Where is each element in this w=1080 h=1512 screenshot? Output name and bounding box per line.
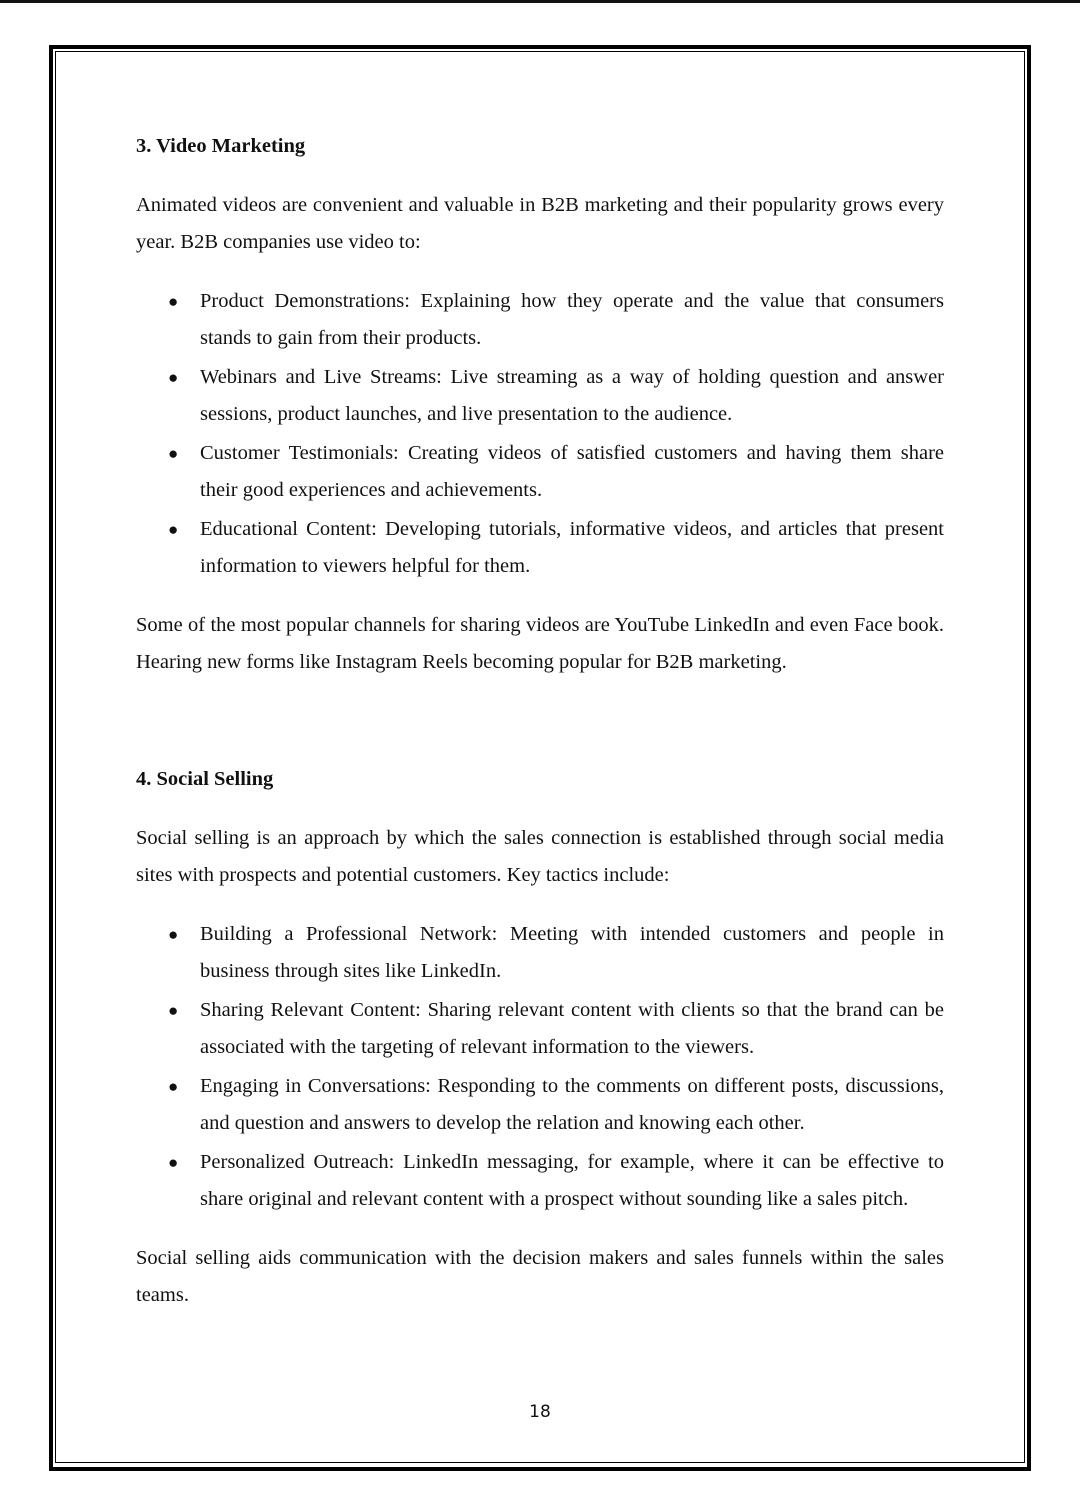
bullet-icon: ● xyxy=(168,292,179,311)
list-item-text: Customer Testimonials: Creating videos of satisfied customers and having them share their good experiences and achievements. xyxy=(200,442,944,501)
section-closing-paragraph: Social selling aids communication with the decision makers and sales funnels within the sales teams. xyxy=(136,1247,944,1306)
top-edge-line xyxy=(0,0,1080,3)
bullet-list-video-uses xyxy=(136,283,944,585)
bullet-icon: ● xyxy=(168,925,179,944)
bullet-icon: ● xyxy=(168,444,179,463)
section-heading-social-selling: 4. Social Selling xyxy=(136,768,274,790)
list-item xyxy=(136,283,944,357)
list-item xyxy=(136,435,944,509)
bullet-icon: ● xyxy=(168,1077,179,1096)
section-heading-video-marketing: 3. Video Marketing xyxy=(136,135,306,157)
page-content xyxy=(136,128,944,1314)
list-item xyxy=(136,1144,944,1218)
list-item xyxy=(136,359,944,433)
section-intro-paragraph: Social selling is an approach by which the sales connection is established through social media sites with prospects and potential customers. Key tactics include: xyxy=(136,827,944,886)
bullet-icon: ● xyxy=(168,1153,179,1172)
section-closing-paragraph: Some of the most popular channels for sharing videos are YouTube LinkedIn and even Face book. Hearing new forms like Instagram Reels becoming popular for B2B marketing. xyxy=(136,614,944,673)
bullet-icon: ● xyxy=(168,1001,179,1020)
bullet-icon: ● xyxy=(168,368,179,387)
bullet-list-social-tactics xyxy=(136,916,944,1218)
list-item-text: Educational Content: Developing tutorials, informative videos, and articles that present information to viewers helpful for them. xyxy=(200,518,944,577)
list-item-text: Sharing Relevant Content: Sharing relevant content with clients so that the brand can be associated with the targeting of relevant information to the viewers. xyxy=(200,999,944,1058)
list-item-text: Personalized Outreach: LinkedIn messaging, for example, where it can be effective to share original and relevant content with a prospect without sounding like a sales pitch. xyxy=(200,1151,944,1210)
bullet-icon: ● xyxy=(168,520,179,539)
list-item-text: Building a Professional Network: Meeting with intended customers and people in business through sites like LinkedIn. xyxy=(200,923,944,982)
list-item xyxy=(136,992,944,1066)
list-item-text: Webinars and Live Streams: Live streaming as a way of holding question and answer sessions, product launches, and live presentation to the audience. xyxy=(200,366,944,425)
page-number: 18 xyxy=(529,1402,551,1422)
section-intro-paragraph: Animated videos are convenient and valuable in B2B marketing and their popularity grows every year. B2B companies use video to: xyxy=(136,194,944,253)
list-item xyxy=(136,511,944,585)
list-item xyxy=(136,916,944,990)
list-item xyxy=(136,1068,944,1142)
list-item-text: Product Demonstrations: Explaining how they operate and the value that consumers stands to gain from their products. xyxy=(200,290,944,349)
list-item-text: Engaging in Conversations: Responding to the comments on different posts, discussions, and question and answers to develop the relation and knowing each other. xyxy=(200,1075,944,1134)
